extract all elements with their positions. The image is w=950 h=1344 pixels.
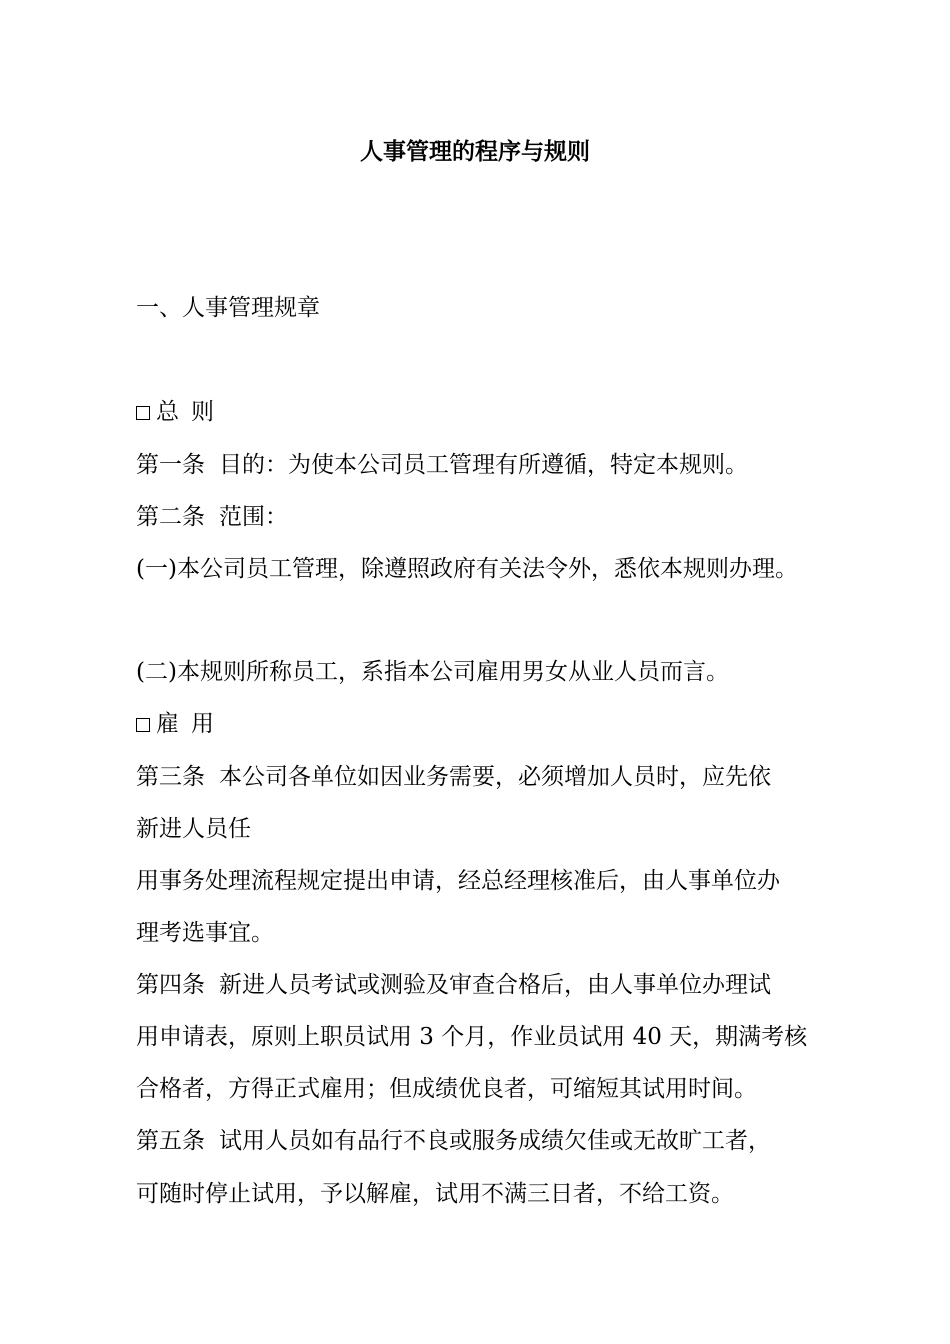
article-5-line-1 (136, 1125, 771, 1157)
article-2-text: 范围： (219, 504, 288, 530)
article-3-line-2: 新进人员任 (136, 816, 251, 842)
article-5-text: 试用人员如有品行不良或服务成绩欠佳或无故旷工者， (219, 1128, 771, 1154)
checkbox-icon (136, 718, 150, 732)
checkbox-icon (136, 406, 150, 420)
article-3-label: 第三条 (136, 764, 205, 790)
article-3-line-4: 理考选事宜。 (136, 920, 274, 946)
article-1-label: 第一条 (136, 452, 205, 478)
general-provisions-heading (136, 396, 214, 428)
document-title: 人事管理的程序与规则 (360, 138, 590, 165)
article-1 (136, 449, 748, 481)
article-3-line-1 (136, 761, 771, 793)
article-2 (136, 501, 288, 533)
article-3-text: 本公司各单位如因业务需要，必须增加人员时，应先依 (219, 764, 771, 790)
article-3-line-3: 用事务处理流程规定提出申请，经总经理核准后，由人事单位办 (136, 868, 780, 894)
article-4-line-3: 合格者，方得正式雇用；但成绩优良者，可缩短其试用时间。 (136, 1076, 757, 1102)
general-heading-char-2: 则 (191, 399, 214, 425)
article-2-label: 第二条 (136, 504, 205, 530)
article-1-text: 目的：为使本公司员工管理有所遵循，特定本规则。 (219, 452, 748, 478)
article-5-line-2: 可随时停止试用，予以解雇，试用不满三日者，不给工资。 (136, 1181, 734, 1207)
article-4-line-2: 用申请表，原则上职员试用 3 个月，作业员试用 40 天，期满考核 (136, 1024, 808, 1050)
employment-heading-char-1: 雇 (156, 711, 179, 737)
article-4-label: 第四条 (136, 972, 205, 998)
clause-2: (二)本规则所称员工，系指本公司雇用男女从业人员而言。 (136, 659, 729, 685)
general-heading-char-1: 总 (156, 399, 179, 425)
employment-heading-char-2: 用 (191, 711, 214, 737)
article-5-label: 第五条 (136, 1128, 205, 1154)
article-4-line-1 (136, 969, 771, 1001)
clause-1: (一)本公司员工管理，除遵照政府有关法令外，悉依本规则办理。 (136, 556, 798, 582)
employment-heading (136, 708, 214, 740)
article-4-text: 新进人员考试或测验及审查合格后，由人事单位办理试 (219, 972, 771, 998)
section-heading: 一、人事管理规章 (136, 295, 320, 321)
